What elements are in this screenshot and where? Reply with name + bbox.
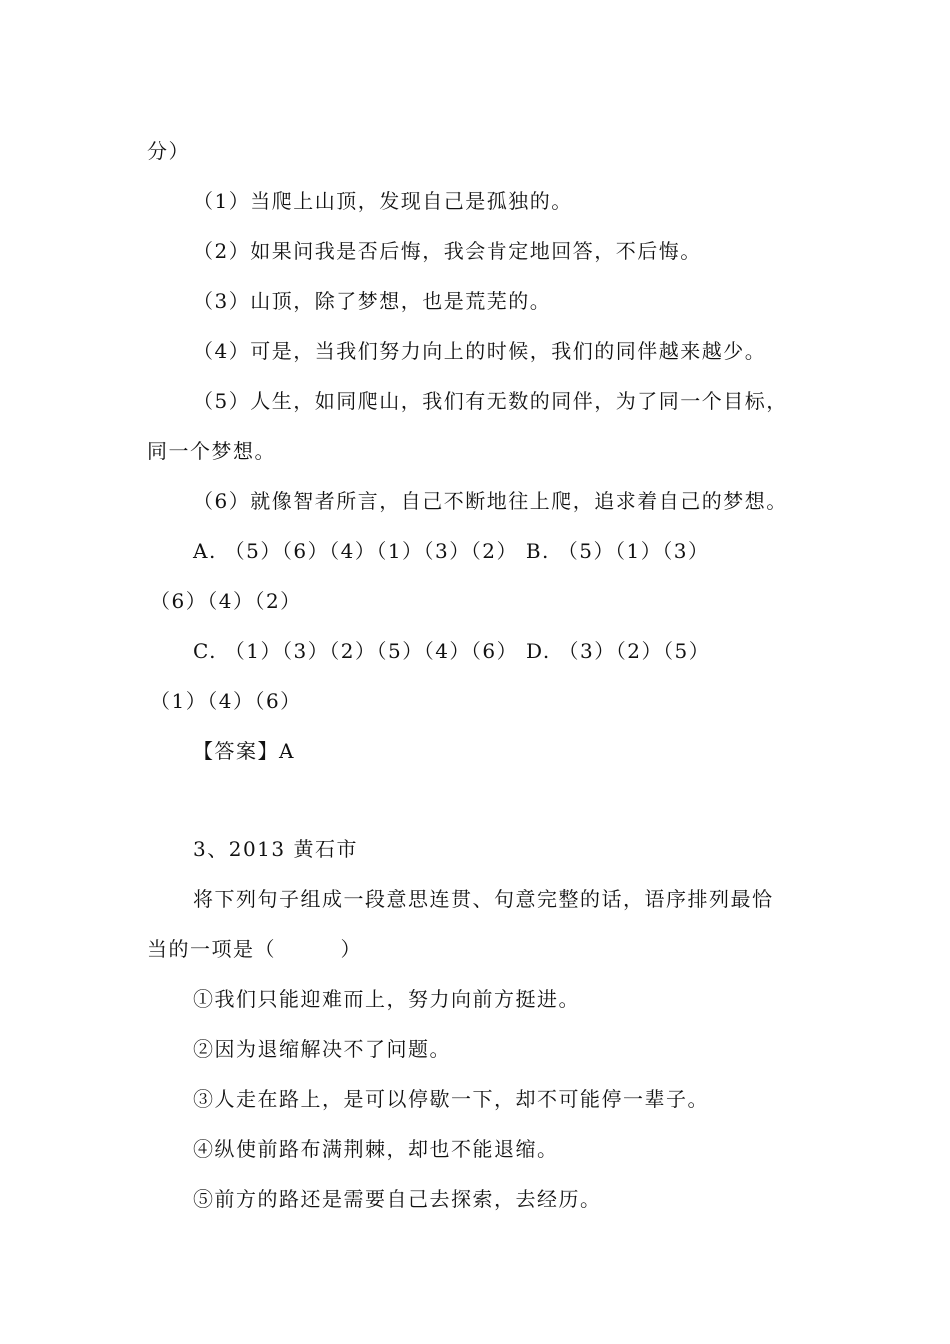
q3-item-2: ②因为退缩解决不了问题。	[193, 1037, 451, 1061]
q3-item-1: ①我们只能迎难而上，努力向前方挺进。	[193, 987, 580, 1011]
q2-sentence-5-continued: 同一个梦想。	[147, 439, 276, 463]
q3-item-5: ⑤前方的路还是需要自己去探索，去经历。	[193, 1187, 602, 1211]
q2-sentence-6: （6）就像智者所言，自己不断地往上爬，追求着自己的梦想。	[193, 489, 788, 513]
q2-sentence-4: （4）可是，当我们努力向上的时候，我们的同伴越来越少。	[193, 339, 767, 363]
q3-item-4: ④纵使前路布满荆棘，却也不能退缩。	[193, 1137, 559, 1161]
q2-answer: 【答案】A	[193, 739, 295, 763]
q2-sentence-5: （5）人生，如同爬山，我们有无数的同伴，为了同一个目标，	[193, 389, 788, 413]
q2-sentence-1: （1）当爬上山顶，发现自己是孤独的。	[193, 189, 573, 213]
q3-stem-line-1: 将下列句子组成一段意思连贯、句意完整的话，语序排列最恰	[193, 887, 774, 911]
q2-sentence-2: （2）如果问我是否后悔，我会肯定地回答，不后悔。	[193, 239, 702, 263]
q2-sentence-3: （3）山顶，除了梦想，也是荒芜的。	[193, 289, 552, 313]
q3-stem-line-2: 当的一项是（ ）	[147, 937, 362, 961]
q3-item-3: ③人走在路上，是可以停歇一下，却不可能停一辈子。	[193, 1087, 709, 1111]
q2-options-ab-continued: （6）（4）（2）	[150, 589, 302, 613]
q2-options-cd: C. （1）（3）（2）（5）（4）（6） D. （3）（2）（5）	[193, 639, 711, 663]
q3-header: 3、2013 黄石市	[193, 837, 358, 861]
q2-options-cd-continued: （1）（4）（6）	[150, 689, 302, 713]
q2-options-ab: A. （5）（6）（4）（1）（3）（2） B. （5）（1）（3）	[193, 539, 710, 563]
q2-continuation: 分）	[147, 139, 190, 163]
